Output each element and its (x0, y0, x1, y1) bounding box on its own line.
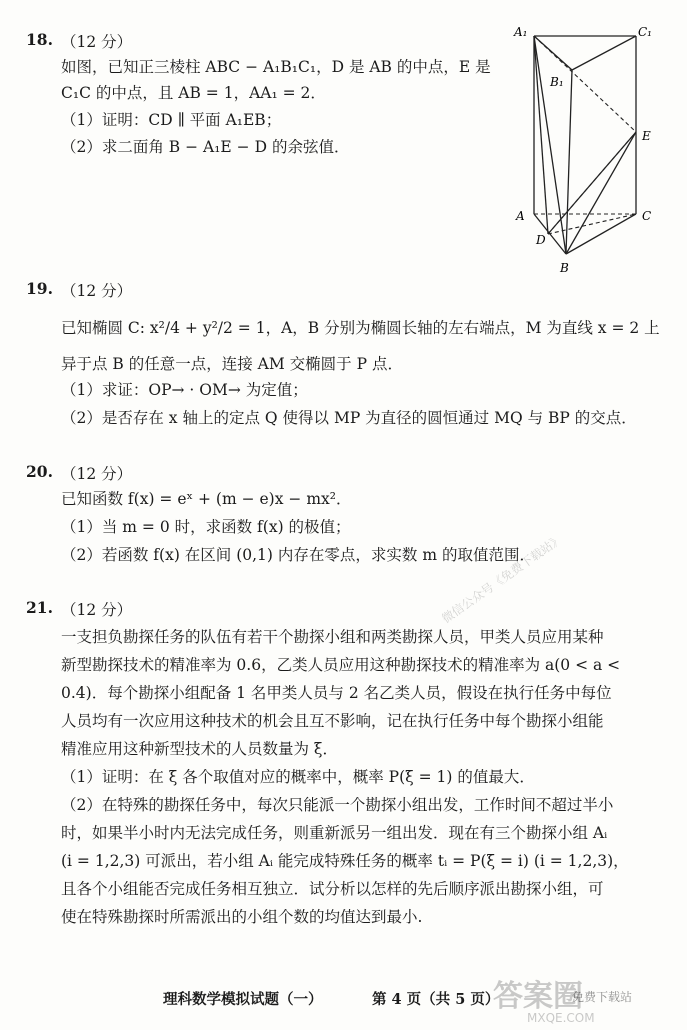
problem-text: 且各个小组能否完成任务相互独立．试分析以怎样的先后顺序派出勘探小组，可 (61, 880, 604, 898)
watermark-corner: 免费下载站 (572, 990, 633, 1004)
problem-part-1: （1）证明：在 ξ 各个取值对应的概率中，概率 P(ξ = 1) 的值最大． (61, 768, 535, 786)
watermark-logo-text: 答案圈 (493, 979, 583, 1014)
footer-page-number: 第 4 页（共 5 页） (372, 991, 500, 1008)
problem-text: 时，如果半小时内无法完成任务，则重新派另一组出发．现在有三个勘探小组 Aᵢ (61, 824, 608, 842)
prism-figure (500, 22, 670, 292)
question-number: 19. (26, 279, 53, 298)
problem-text: C₁C 的中点，且 AB = 1，AA₁ = 2． (61, 84, 326, 102)
label-B: B (560, 261, 569, 275)
question-score: （12 分） (61, 465, 133, 483)
label-C: C (642, 209, 652, 223)
problem-text: 精准应用这种新型技术的人员数量为 ξ． (61, 740, 338, 758)
problem-text: 使在特殊勘探时所需派出的小组个数的均值达到最小. (61, 908, 423, 926)
prism-diagram (500, 22, 670, 292)
problem-text: (i = 1,2,3) 可派出，若小组 Aᵢ 能完成特殊任务的概率 tᵢ = P(ξ = i) (i = 1,2,3)， (61, 852, 629, 870)
problem-text: 新型勘探技术的精准率为 0.6，乙类人员应用这种勘探技术的精准率为 a(0 < a < (61, 656, 621, 674)
problem-text: 已知椭圆 C: x²/4 + y²/2 = 1，A，B 分别为椭圆长轴的左右端点，M 为直线 x = 2 上 (61, 319, 660, 337)
question-number: 18. (26, 30, 53, 49)
watermark-url: MXQE.COM (527, 1011, 595, 1024)
problem-text: 异于点 B 的任意一点，连接 AM 交椭圆于 P 点． (61, 355, 403, 373)
label-C1: C₁ (638, 25, 652, 39)
question-number: 21. (26, 598, 53, 617)
problem-text: 0.4)．每个勘探小组配备 1 名甲类人员与 2 名乙类人员，假设在执行任务中每位 (61, 684, 612, 702)
question-score: （12 分） (61, 33, 133, 51)
label-A1: A₁ (514, 25, 528, 39)
problem-text: 一支担负勘探任务的队伍有若干个勘探小组和两类勘探人员，甲类人员应用某种 (61, 628, 604, 646)
problem-part-2: （2）求二面角 B − A₁E − D 的余弦值． (61, 138, 350, 156)
problem-part-2: （2）是否存在 x 轴上的定点 Q 使得以 MP 为直径的圆恒通过 MQ 与 BP 的交点． (61, 409, 637, 427)
question-number: 20. (26, 462, 53, 481)
label-E: E (642, 129, 651, 143)
problem-part-2: （2）在特殊的勘探任务中，每次只能派一个勘探小组出发，工作时间不超过半小 (61, 796, 614, 814)
question-score: （12 分） (61, 601, 133, 619)
problem-part-1: （1）求证：OP→ · OM→ 为定值； (61, 381, 308, 399)
problem-part-1: （1）证明：CD ∥ 平面 A₁EB； (61, 111, 282, 129)
label-A: A (516, 209, 525, 223)
footer-title: 理科数学模拟试题（一） (163, 991, 323, 1008)
problem-text: 如图，已知正三棱柱 ABC − A₁B₁C₁，D 是 AB 的中点，E 是 (61, 58, 491, 76)
problem-text: 已知函数 f(x) = eˣ + (m − e)x − mx²． (61, 490, 352, 508)
label-B1: B₁ (550, 75, 564, 89)
problem-part-1: （1）当 m = 0 时，求函数 f(x) 的极值； (61, 518, 351, 536)
watermark-diagonal: 微信公众号《免费下载站》 (439, 531, 566, 626)
label-D: D (536, 233, 546, 247)
question-score: （12 分） (61, 282, 133, 300)
problem-text: 人员均有一次应用这种技术的机会且互不影响，记在执行任务中每个勘探小组能 (61, 712, 604, 730)
problem-part-2: （2）若函数 f(x) 在区间 (0,1) 内存在零点，求实数 m 的取值范围． (61, 546, 535, 564)
